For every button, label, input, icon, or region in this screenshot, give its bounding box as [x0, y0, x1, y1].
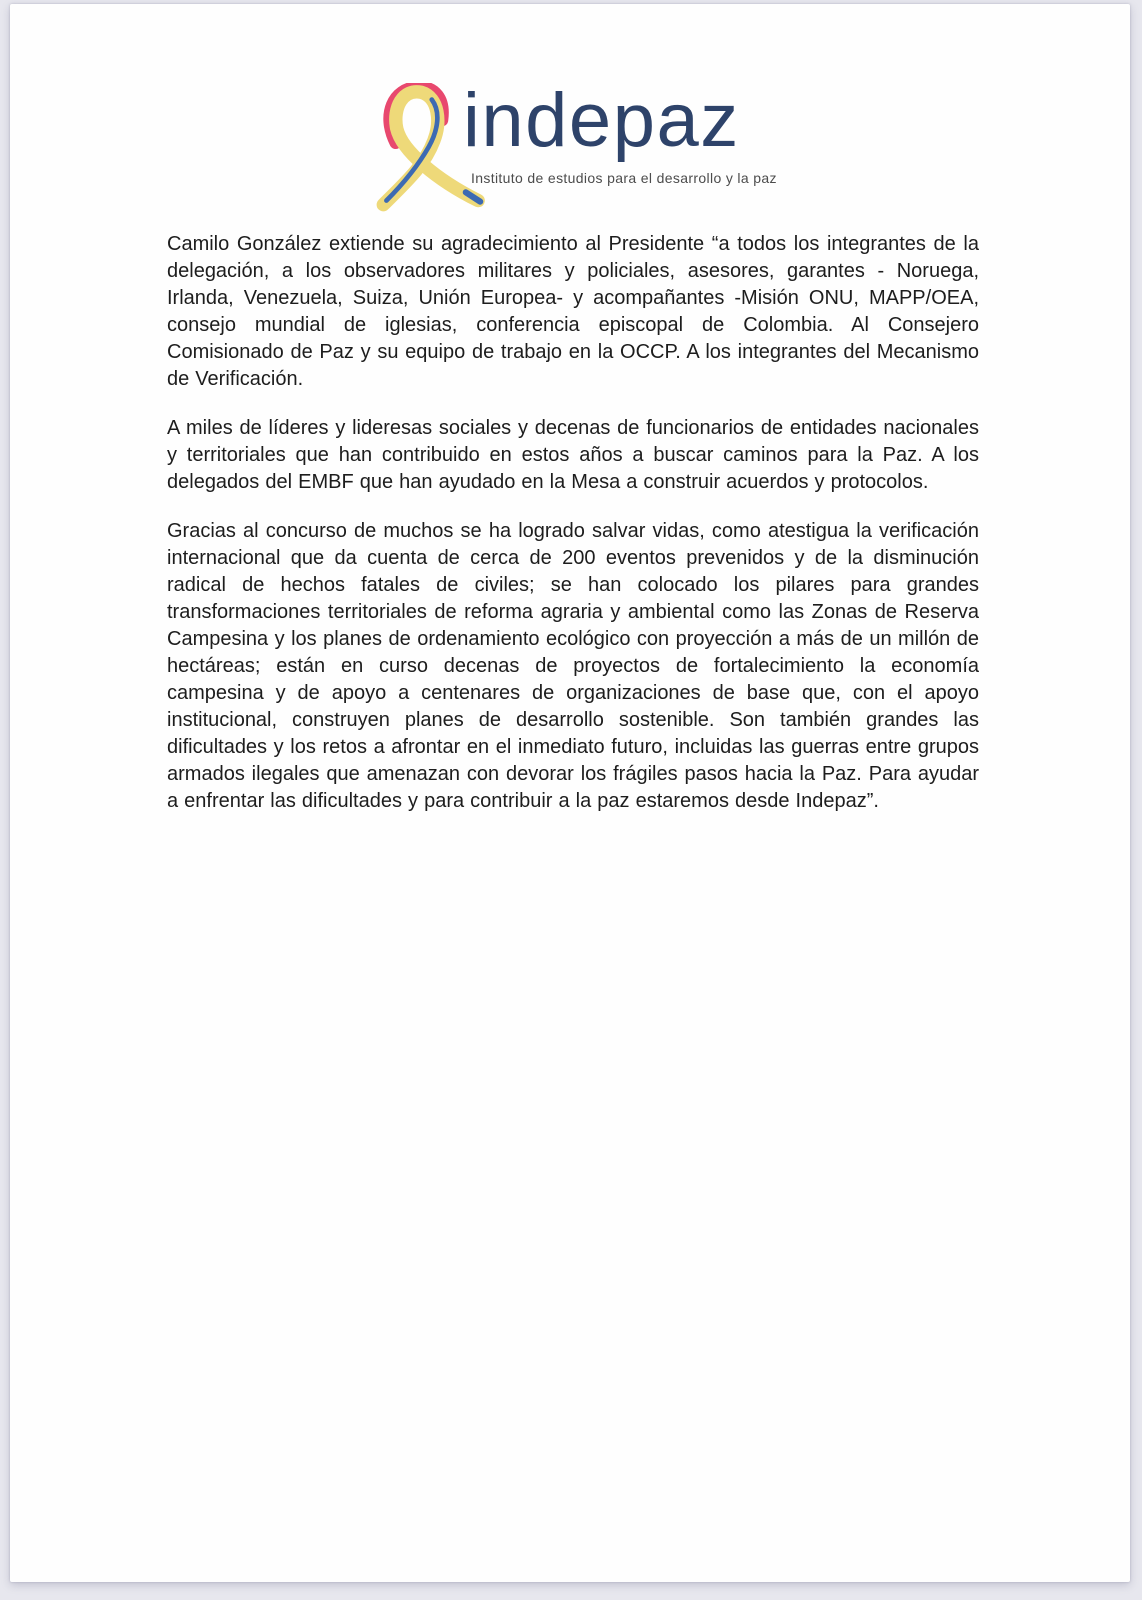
paragraph-1: Camilo González extiende su agradecimiento al Presidente “a todos los integrantes de la delegación, a los observadores militares y policiales, asesores, garantes - Noruega, Irlanda, Venezuela, Suiza, Unión Europea- y acompañantes -Misión ONU, MAPP/OEA, consejo mundial de iglesias, conferencia episcopal de Colombia. Al Consejero Comisionado de Paz y su equipo de trabajo en la OCCP. A los integrantes del Mecanismo de Verificación. — [167, 233, 979, 390]
paragraph-3: Gracias al concurso de muchos se ha logrado salvar vidas, como atestigua la verificación internacional que da cuenta de cerca de 200 eventos prevenidos y de la disminución radical de hechos fatales de civiles; se han colocado los pilares para grandes transformaciones territoriales de reforma agraria y ambiental como las Zonas de Reserva Campesina y los planes de ordenamiento ecológico con proyección a más de un millón de hectáreas; están en curso decenas de proyectos de fortalecimiento la economía campesina y de apoyo a centenares de organizaciones de base que, con el apoyo institucional, construyen planes de desarrollo sostenible. Son también grandes las dificultades y los retos a afrontar en el inmediato futuro, incluidas las guerras entre grupos armados ilegales que amenazan con devorar los frágiles pasos hacia la Paz. Para ayudar a enfrentar las dificultades y para contribuir a la paz estaremos desde Indepaz”. — [167, 520, 979, 812]
logo-tagline: Instituto de estudios para el desarrollo y la paz — [471, 170, 777, 186]
document-body — [167, 231, 979, 837]
document-page — [10, 4, 1130, 1582]
logo-wordmark: indepaz — [463, 78, 740, 163]
paragraph-2: A miles de líderes y lideresas sociales y decenas de funcionarios de entidades nacionales y territoriales que han contribuido en estos años a buscar caminos para la Paz. A los delegados del EMBF que han ayudado en la Mesa a construir acuerdos y protocolos. — [167, 417, 979, 493]
